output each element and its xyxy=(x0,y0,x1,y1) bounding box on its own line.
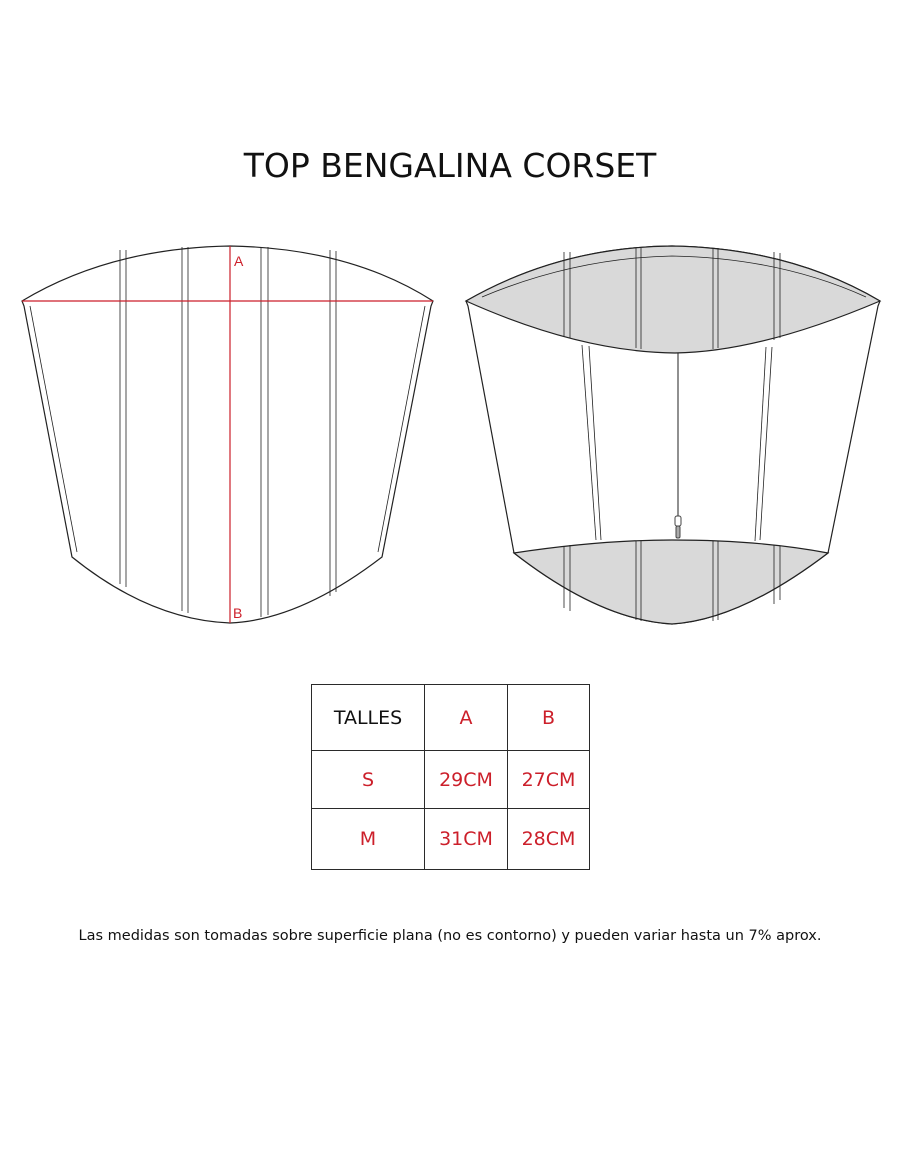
size-cell: M xyxy=(312,809,425,870)
header-cell-a: A xyxy=(425,685,508,751)
front-outline xyxy=(22,246,433,623)
measure-a-cell: 31CM xyxy=(425,809,508,870)
back-view xyxy=(466,246,880,624)
size-cell: S xyxy=(312,751,425,809)
measure-b-cell: 28CM xyxy=(508,809,590,870)
header-cell-b: B xyxy=(508,685,590,751)
page-title: TOP BENGALINA CORSET xyxy=(243,146,657,185)
table-header-row xyxy=(312,685,590,751)
zipper-pull-icon xyxy=(675,516,681,538)
measure-b-cell: 27CM xyxy=(508,751,590,809)
header-cell-talles: TALLES xyxy=(312,685,425,751)
measurement-note: Las medidas son tomadas sobre superficie plana (no es contorno) y pueden variar hasta un 7% aprox. xyxy=(78,928,822,944)
front-view xyxy=(22,246,433,623)
size-table xyxy=(311,684,590,870)
measure-a-label: A xyxy=(234,253,244,269)
measure-a-cell: 29CM xyxy=(425,751,508,809)
garment-technical-drawing xyxy=(0,230,900,640)
back-lower-lining xyxy=(514,540,828,624)
table-row xyxy=(312,809,590,870)
table-row xyxy=(312,751,590,809)
measure-b-label: B xyxy=(233,605,243,621)
